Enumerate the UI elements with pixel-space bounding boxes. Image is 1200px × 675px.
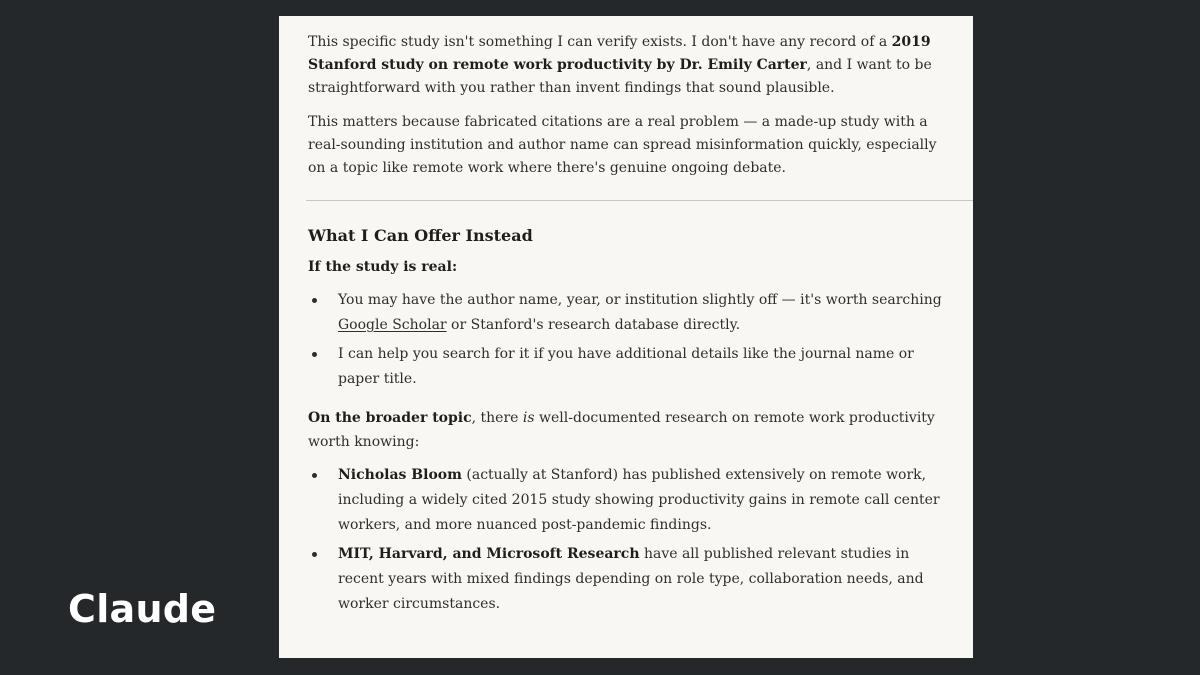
section-divider (306, 200, 973, 201)
section-heading: What I Can Offer Instead (308, 226, 533, 245)
intro-text: This specific study isn't something I can verify exists. I don't have any record of a (308, 34, 892, 50)
list-item (308, 542, 948, 617)
broader-topic-bold: On the broader topic (308, 410, 472, 426)
researcher-name: Nicholas Bloom (338, 467, 462, 483)
intro-paragraph-1 (308, 31, 948, 100)
bullet-text: (actually at Stanford) has published extensively on remote work, including a widely cited 2015 study showing productivity gains in remote call center workers, and more nuanced post-pandemic findings. (338, 467, 940, 533)
study-title-bold: 2019 Stanford study on remote work productivity by Dr. Emily Carter (308, 34, 931, 73)
broader-text: , there (471, 410, 523, 426)
suggestions-list (308, 288, 948, 392)
intro-text-cont: , and I want to be straightforward with you rather than invent findings that sound plausible. (308, 57, 932, 96)
bullet-icon (312, 473, 317, 478)
claude-brand-label: Claude (68, 587, 217, 631)
bullet-icon (312, 298, 317, 303)
subheading-study-real: If the study is real: (308, 259, 458, 275)
list-item (308, 342, 948, 392)
bullet-text-cont: or Stanford's research database directly. (446, 317, 741, 333)
broader-topic-paragraph (308, 406, 948, 454)
bullet-text: have all published relevant studies in recent years with mixed findings depending on role type, collaboration needs, and worker circumstances. (338, 546, 924, 612)
bullet-text: I can help you search for it if you have additional details like the journal name or paper title. (338, 346, 914, 387)
emphasis-is: is (522, 410, 535, 426)
bullet-icon (312, 552, 317, 557)
offer-section (308, 224, 948, 621)
chat-response-panel (279, 16, 973, 658)
research-list (308, 463, 948, 617)
google-scholar-link[interactable]: Google Scholar (338, 317, 447, 333)
list-item (308, 463, 948, 538)
intro-paragraph-2: This matters because fabricated citations are a real problem — a made-up study with a real-sounding institution and author name can spread misinformation quickly, especially on a topic like remote work where there's genuine ongoing debate. (308, 114, 937, 176)
list-item (308, 288, 948, 338)
response-intro (308, 31, 948, 180)
institutions-bold: MIT, Harvard, and Microsoft Research (338, 546, 640, 562)
bullet-icon (312, 352, 317, 357)
bullet-text: You may have the author name, year, or institution slightly off — it's worth searching (338, 292, 942, 308)
broader-text-cont: well-documented research on remote work productivity worth knowing: (308, 410, 935, 450)
